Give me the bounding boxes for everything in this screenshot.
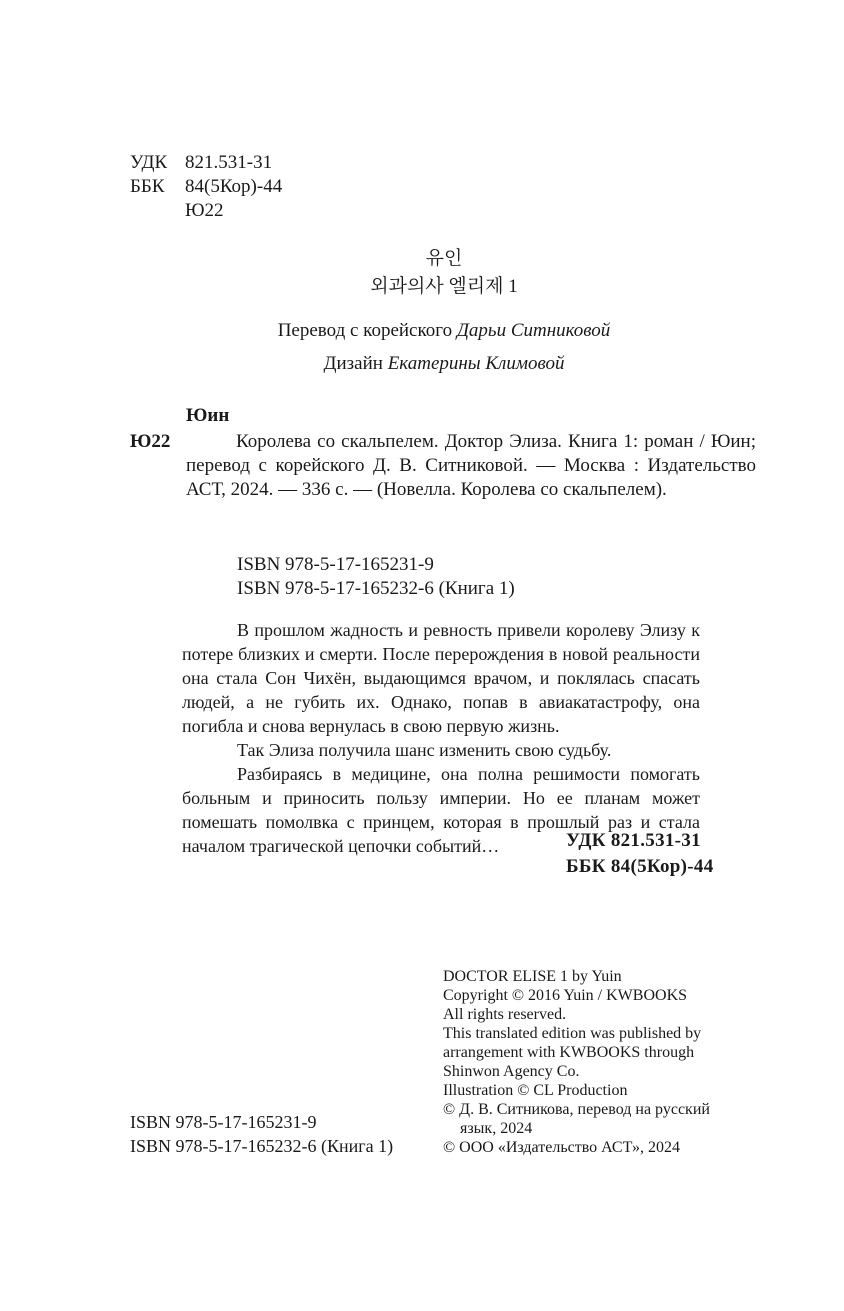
catalog-isbn-1: ISBN 978-5-17-165231-9 [237,554,434,575]
catalog-author: Юин [186,405,230,426]
design-credit [144,352,744,376]
index-codes [566,829,714,879]
bottom-isbn-1: ISBN 978-5-17-165231-9 [130,1112,317,1132]
classification-block [130,151,282,223]
bbk-label: ББК [130,176,165,197]
bottom-isbn-list [130,1110,393,1158]
rights-line: Shinwon Agency Co. [443,1063,580,1080]
annotation [182,618,700,858]
original-author-korean: 유인 [425,248,463,269]
catalog-description: Королева со скальпелем. Доктор Элиза. Книга 1: роман / Юин; перевод с корейского Д. В. Ситниковой. — Москва : Издательство АСТ, 2024. — 336 с. — (Новелла. Королева со скальпелем). [186,431,756,500]
rights-line: All rights reserved. [443,1006,567,1023]
udk-label: УДК [130,152,168,173]
catalog-sign: Ю22 [130,431,171,452]
translation-prefix: Перевод с корейского [277,320,453,341]
rights-line: Illustration © CL Production [443,1082,628,1099]
udk-line [130,151,282,175]
catalog-isbn-list [237,553,515,601]
designer-name: Екатерины Климовой [387,353,565,374]
index-bbk: ББК 84(5Кор)-44 [566,856,714,877]
author-sign: Ю22 [185,200,224,221]
design-prefix: Дизайн [323,353,383,374]
translation-credit [144,319,744,343]
bbk-line [130,175,282,199]
rights-line: © Д. В. Ситникова, перевод на русский [443,1101,710,1118]
annotation-paragraph: В прошлом жадность и ревность привели королеву Элизу к потере близких и смерти. После перерождения в новой реальности она стала Сон Чихён, выдающимся врачом, и поклялась спасать людей, а не губить их. Однако, попав в авиакатастрофу, она погибла и снова вернулась в свою первую жизнь. [182,620,700,736]
bbk-value: 84(5Кор)-44 [185,176,283,197]
original-title-korean: 외과의사 엘리제 1 [370,276,518,297]
index-udk: УДК 821.531-31 [566,830,701,851]
rights-line: DOCTOR ELISE 1 by Yuin [443,968,622,985]
rights-line: This translated edition was published by [443,1025,702,1042]
rights-line: arrangement with KWBOOKS through [443,1044,695,1061]
translator-name: Дарьи Ситниковой [456,320,611,341]
catalog-isbn-2: ISBN 978-5-17-165232-6 (Книга 1) [237,578,515,599]
bottom-isbn-2: ISBN 978-5-17-165232-6 (Книга 1) [130,1136,394,1156]
rights-block [443,967,710,1157]
rights-line: язык, 2024 [460,1120,533,1137]
udk-value: 821.531-31 [185,152,273,173]
rights-line: © ООО «Издательство АСТ», 2024 [443,1139,680,1156]
annotation-paragraph: Так Элиза получила шанс изменить свою судьбу. [237,740,612,760]
author-sign-line [130,199,282,223]
rights-line: Copyright © 2016 Yuin / KWBOOKS [443,987,688,1004]
annotation-paragraph: Разбираясь в медицине, она полна решимости помогать больным и приносить пользу империи. Но ее планам может помешать помолвка с принцем, которая в прошлый раз и стала началом трагической цепочки событий… [182,764,700,856]
